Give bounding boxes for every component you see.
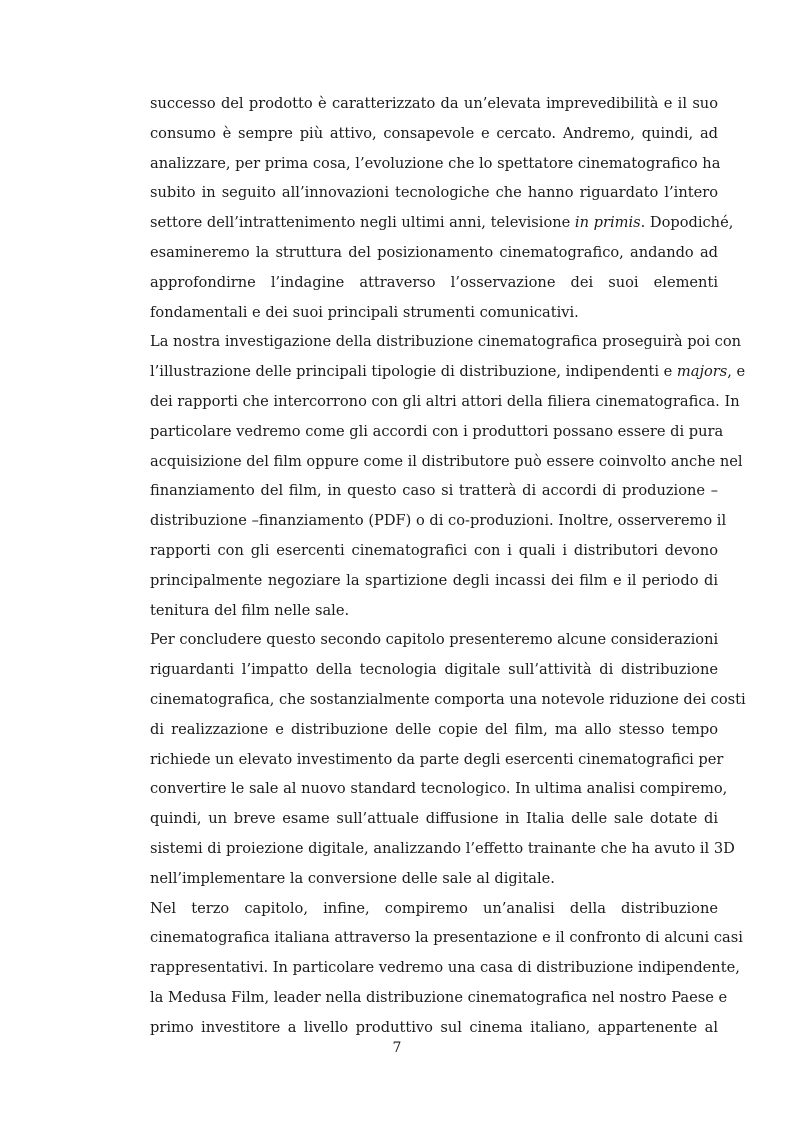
text-line: dei rapporti che intercorrono con gli altri attori della filiera cinematografica. In <box>150 392 740 410</box>
text-line: La nostra investigazione della distribuzione cinematografica proseguirà poi con <box>150 333 742 351</box>
text-line: sistemi di proiezione digitale, analizzando l’effetto trainante che ha avuto il 3D <box>150 839 735 857</box>
text-line: settore dell’intrattenimento negli ultimi anni, televisione in primis. Dopodiché, <box>150 214 734 232</box>
text-line: principalmente negoziare la spartizione degli incassi dei film e il periodo di <box>150 571 718 589</box>
text-line: subito in seguito all’innovazioni tecnologiche che hanno riguardato l’intero <box>150 184 718 202</box>
text-line: Per concludere questo secondo capitolo presenteremo alcune considerazioni <box>150 631 719 649</box>
body-text <box>150 89 746 1043</box>
text-line: quindi, un breve esame sull’attuale diffusione in Italia delle sale dotate di <box>150 810 718 828</box>
text-line: successo del prodotto è caratterizzato da un’elevata imprevedibilità e il suo <box>150 95 718 112</box>
text-line: l’illustrazione delle principali tipologie di distribuzione, indipendenti e majors, e <box>150 363 746 381</box>
text-line: nell’implementare la conversione delle sale al digitale. <box>150 869 555 887</box>
text-line: tenitura del film nelle sale. <box>150 601 350 619</box>
text-line: particolare vedremo come gli accordi con i produttori possano essere di pura <box>150 422 724 440</box>
text-line: approfondirne l’indagine attraverso l’osservazione dei suoi elementi <box>150 273 718 291</box>
text-line: rappresentativi. In particolare vedremo una casa di distribuzione indipendente, <box>150 959 740 977</box>
text-line: consumo è sempre più attivo, consapevole e cercato. Andremo, quindi, ad <box>150 124 718 142</box>
text-line: acquisizione del film oppure come il distributore può essere coinvolto anche nel <box>150 452 743 470</box>
text-line: Nel terzo capitolo, infine, compiremo un’analisi della distribuzione <box>150 899 718 917</box>
text-line: riguardanti l’impatto della tecnologia digitale sull’attività di distribuzione <box>150 661 718 679</box>
text-line: di realizzazione e distribuzione delle copie del film, ma allo stesso tempo <box>150 720 718 738</box>
page-number: 7 <box>392 1040 402 1056</box>
text-line: fondamentali e dei suoi principali strumenti comunicativi. <box>150 303 579 321</box>
text-line: rapporti con gli esercenti cinematografici con i quali i distributori devono <box>150 541 718 559</box>
text-line: cinematografica, che sostanzialmente comporta una notevole riduzione dei costi <box>150 690 746 708</box>
text-line: analizzare, per prima cosa, l’evoluzione che lo spettatore cinematografico ha <box>150 154 721 172</box>
text-line: distribuzione –finanziamento (PDF) o di co-produzioni. Inoltre, osserveremo il <box>150 512 727 530</box>
text-line: richiede un elevato investimento da parte degli esercenti cinematografici per <box>150 750 724 768</box>
text-line: convertire le sale al nuovo standard tecnologico. In ultima analisi compiremo, <box>150 780 728 798</box>
text-line: finanziamento del film, in questo caso si tratterà di accordi di produzione – <box>150 482 718 500</box>
text-line: la Medusa Film, leader nella distribuzione cinematografica nel nostro Paese e <box>150 988 728 1006</box>
text-line: primo investitore a livello produttivo sul cinema italiano, appartenente al <box>150 1018 718 1036</box>
text-line: cinematografica italiana attraverso la presentazione e il confronto di alcuni casi <box>150 929 743 947</box>
text-line: esamineremo la struttura del posizionamento cinematografico, andando ad <box>150 243 718 261</box>
